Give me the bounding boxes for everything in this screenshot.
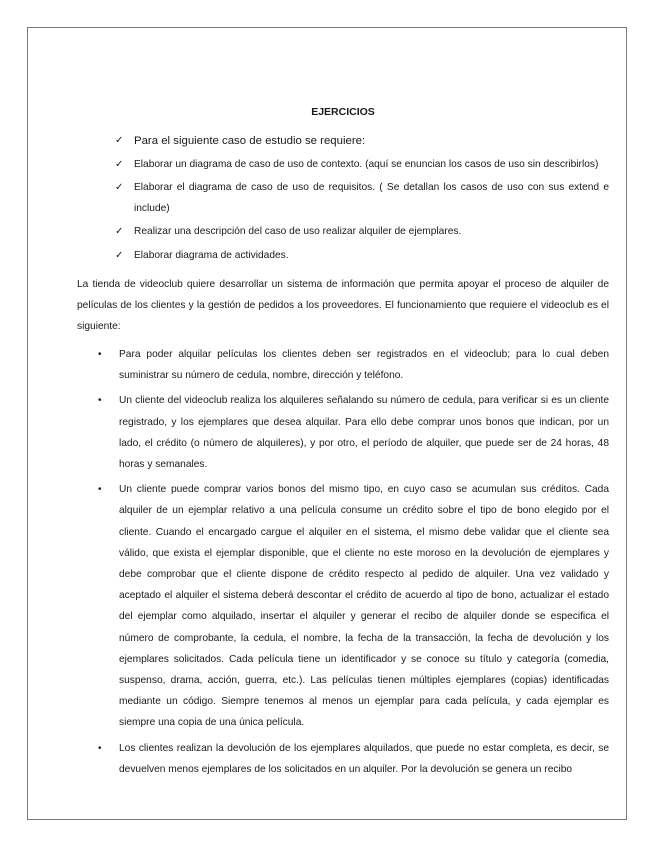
list-item	[98, 390, 609, 475]
requirement-item	[115, 178, 609, 219]
requirement-text: Realizar una descripción del caso de uso realizar alquiler de ejemplares.	[134, 226, 462, 237]
list-item-text: Un cliente del videoclub realiza los alquileres señalando su número de cedula, para verificar si es un cliente registrado, y los ejemplares que desea alquilar. Para ello debe comprar unos bonos que indican, por un lado, el crédito (o número de alquileres), y por otro, el período de alquiler, que puede ser de 24 horas, 48 horas y semanales.	[119, 395, 609, 471]
requirement-item	[115, 246, 609, 267]
bullet-icon: •	[98, 395, 102, 407]
requirement-item	[115, 222, 609, 243]
bullet-icon: •	[98, 349, 102, 360]
requirement-text: Elaborar el diagrama de caso de uso de requisitos. ( Se detallan los casos de uso con sus extend e include)	[134, 182, 609, 214]
intro-paragraph: La tienda de videoclub quiere desarrollar un sistema de información que permita apoyar el proceso de alquiler de películas de los clientes y la gestión de pedidos a los proveedores. El funcionamiento que requiere el videoclub es el siguiente:	[77, 279, 609, 332]
bullet-icon: •	[98, 742, 102, 754]
list-item-text: Los clientes realizan la devolución de los ejemplares alquilados, que puede no estar completa, es decir, se devuelven menos ejemplares de los solicitados en un alquiler. Por la devolución se genera un recibo	[119, 742, 609, 775]
checkmark-icon: ✓	[115, 226, 124, 237]
page-title: EJERCICIOS	[311, 106, 375, 118]
checkmark-icon: ✓	[115, 135, 124, 146]
checkmark-icon: ✓	[115, 249, 124, 261]
requirement-item	[115, 131, 609, 152]
requirements-list	[77, 131, 609, 266]
checkmark-icon: ✓	[115, 158, 124, 170]
list-item	[98, 479, 609, 733]
bullet-list	[77, 344, 609, 780]
requirement-text: Elaborar diagrama de actividades.	[134, 249, 289, 261]
list-item-text: Un cliente puede comprar varios bonos del mismo tipo, en cuyo caso se acumulan sus créditos. Cada alquiler de un ejemplar relativo a una película consume un crédito sobre el tipo de bono elegido por el cliente. Cuando el encargado cargue el alquiler en el sistema, el mismo debe validar que el cliente sea válido, que exista el ejemplar disponible, que el cliente no este moroso en la devolución de ejemplares y debe comprobar que el cliente dispone de crédito respecto al pedido de alquiler. Una vez validado y aceptado el alquiler el sistema deberá descontar el crédito de acuerdo al tipo de bono, actualizar el estado del ejemplar como alquilado, insertar el alquiler y generar el recibo de alquiler donde se especifica el número de comprobante, la cedula, el nombre, la fecha de la transacción, la fecha de devolución y los ejemplares solicitados. Cada película tiene un identificador y se conoce su título y categoría (comedia, suspenso, drama, acción, guerra, etc.). Las películas tienen múltiples ejemplares (copias) identificadas mediante un código. Siempre tenemos al menos un ejemplar para cada película, y cada ejemplar es siempre una copia de una única película.	[119, 484, 609, 729]
checkmark-icon: ✓	[115, 182, 124, 193]
list-item	[98, 738, 609, 780]
list-item	[98, 344, 609, 386]
bullet-icon: •	[98, 484, 102, 496]
page-content	[77, 101, 609, 784]
document-page	[27, 27, 627, 820]
requirement-text: Para el siguiente caso de estudio se requiere:	[134, 135, 366, 147]
list-item-text: Para poder alquilar películas los clientes deben ser registrados en el videoclub; para lo cual deben suministrar su número de cedula, nombre, dirección y teléfono.	[119, 349, 609, 382]
requirement-text: Elaborar un diagrama de caso de uso de contexto. (aquí se enuncian los casos de uso sin describirlos)	[134, 158, 599, 170]
requirement-item	[115, 155, 609, 176]
